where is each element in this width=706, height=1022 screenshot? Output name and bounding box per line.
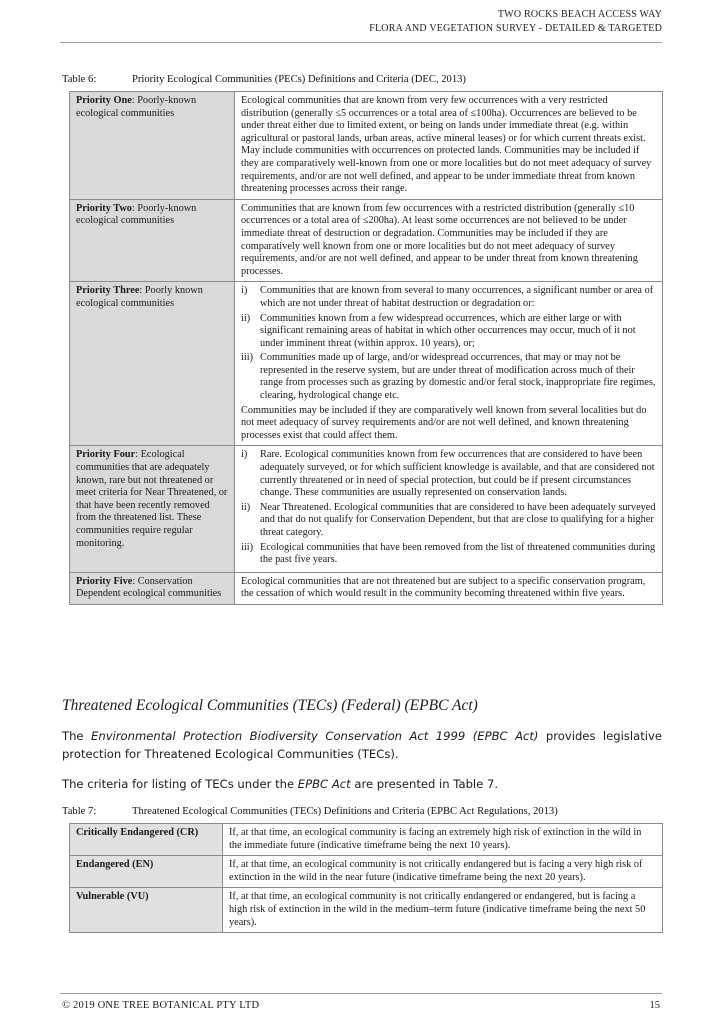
pec-definitions-table [69, 91, 663, 605]
table-6-title: Priority Ecological Communities (PECs) Definitions and Criteria (DEC, 2013) [132, 74, 466, 85]
tec-definition-cell: If, at that time, an ecological community is facing an extremely high risk of extinction in the wild in the immediate future (indicative timeframe being the next 10 years). [223, 824, 663, 856]
pec-definition-cell: Ecological communities that are not threatened but are subject to a specific conservation program, the cessation of which would result in the community becoming threatened within five years. [235, 572, 663, 604]
list-item: ii) Communities known from a few widespread occurrences, which are either large or with significant remaining areas of habitat in which other occurrences may occur, much of it not under imminent threat (within approx. 10 years), or; [241, 312, 636, 349]
pec-term: Priority Two [76, 202, 132, 214]
paragraph-criteria-ref: The criteria for listing of TECs under the EPBC Act are presented in Table 7. [62, 777, 499, 791]
tec-definitions-table [69, 823, 663, 933]
pec-term-cell [70, 92, 235, 200]
header-rule [60, 42, 662, 43]
pec-term-cell [70, 572, 235, 604]
pec-term-desc: : Ecological communities that are adequately known, rare but not threatened or meet criteria for Near Threatened, or that have been recently removed from the threatened list. These communities require regular monitoring. [76, 449, 228, 549]
list-item: iii) Ecological communities that have been removed from the list of threatened communities during the past five years. [241, 541, 656, 566]
pec-definition-cell [235, 282, 663, 446]
pec-term-cell [70, 282, 235, 446]
act-name: Environmental Protection Biodiversity Conservation Act 1999 (EPBC Act) [91, 729, 539, 743]
pec-definition-cell [235, 446, 663, 572]
table-7-caption [62, 806, 558, 817]
tec-category-cell: Vulnerable (VU) [70, 888, 223, 933]
table-row [70, 92, 663, 200]
table-7-number: Table 7: [62, 806, 97, 817]
pec-term: Priority Four [76, 449, 136, 461]
table-row [70, 856, 663, 888]
pec-term-desc: : Poorly known ecological communities [76, 285, 203, 309]
list-item: i) Communities that are known from several to many occurrences, a significant number or area of which are not under threat of habitat destruction or degradation or: [241, 285, 654, 309]
table-row [70, 888, 663, 933]
tec-category-cell: Critically Endangered (CR) [70, 824, 223, 856]
list-item: iii) Communities made up of large, and/or widespread occurrences, that may or may not be represented in the reserve system, but are under threat of modification across much of their range from processes such as grazing by domestic and/or feral stock, inappropriate fire regimes, clearing, hydrological change etc. [241, 352, 656, 402]
table-row [70, 199, 663, 282]
list-item: i) Rare. Ecological communities known from few occurrences that are considered to have been adequately surveyed, or for which sufficient knowledge is available, and that are considered not currently threatened or in need of special protection, but could be if present circumstances change. These communities are usually represented on conservation lands. [241, 449, 655, 499]
table-7-title: Threatened Ecological Communities (TECs) Definitions and Criteria (EPBC Act Regulations, 2013) [132, 806, 558, 817]
table-row [70, 446, 663, 572]
pec-term-desc: : Poorly-known ecological communities [76, 202, 197, 227]
pec-term-cell [70, 446, 235, 572]
header-line-1: TWO ROCKS BEACH ACCESS WAY [497, 9, 662, 20]
header-line-2: FLORA AND VEGETATION SURVEY - DETAILED & TARGETED [369, 23, 662, 34]
table-6-caption [62, 74, 466, 85]
section-heading: Threatened Ecological Communities (TECs) (Federal) (EPBC Act) [62, 697, 478, 714]
criteria-list [241, 285, 656, 402]
pec-term-desc: : Conservation Dependent ecological communities [76, 575, 222, 600]
pec-term: Priority Three [76, 285, 140, 297]
tec-definition-cell: If, at that time, an ecological community is not critically endangered but is facing a very high risk of extinction in the wild in the near future (indicative timeframe being the next 20 years). [223, 856, 663, 888]
tec-definition-cell: If, at that time, an ecological community is not critically endangered or endangered, but is facing a high risk of extinction in the wild in the medium–term future (indicative timeframe being the next 50 years). [223, 888, 663, 933]
pec-term-desc: : Poorly-known ecological communities [76, 95, 197, 119]
running-header [369, 8, 662, 36]
criteria-list [241, 449, 656, 566]
footer-rule [60, 993, 662, 994]
pec-term: Priority Five [76, 575, 133, 587]
pec-term-cell [70, 199, 235, 282]
table-6-number: Table 6: [62, 74, 97, 85]
list-item: ii) Near Threatened. Ecological communities that are considered to have been adequately surveyed and that do not qualify for Conservation Dependent, but that are close to qualifying for a higher threat category. [241, 501, 656, 538]
act-abbrev: EPBC Act [297, 777, 351, 791]
table-row [70, 824, 663, 856]
table-row [70, 282, 663, 446]
pec-term: Priority One [76, 95, 132, 106]
page-number: 15 [649, 1000, 660, 1011]
table-row [70, 572, 663, 604]
paragraph-epbc-intro: The Environmental Protection Biodiversity Conservation Act 1999 (EPBC Act) provides legislative protection for Threatened Ecological Communities (TECs). [62, 729, 662, 761]
pec-definition-tail: Communities may be included if they are comparatively well known from several localities but do not meet adequacy of survey requirements and/or are not well defined, and known threatening processes exist that could affect them. [241, 404, 647, 441]
tec-category-cell: Endangered (EN) [70, 856, 223, 888]
footer-copyright: © 2019 ONE TREE BOTANICAL PTY LTD [62, 1000, 260, 1011]
pec-definition-cell: Ecological communities that are known from very few occurrences with a very restricted distribution (generally ≤5 occurrences or a total area of ≤100ha). Occurrences are believed to be under threat either due to limited extent, or being on lands under immediate threat (e.g. within agricultural or pastoral lands, urban areas, active mineral leases) or for which current threats exist. May include communities with occurrences on protected lands. Communities may be included if they are comparatively well-known from one or more localities but do not meet adequacy of survey requirements, and/or are not well defined, and appear to be under immediate threat from known threatening processes across their range. [235, 92, 663, 200]
pec-definition-cell: Communities that are known from few occurrences with a restricted distribution (generally ≤10 occurrences or a total area of ≤200ha). At least some occurrences are not believed to be under immediate threat of destruction or degradation. Communities may be included if they are comparatively well known from one or more localities but do not meet adequacy of survey requirements, and/or are not well defined, and appear to be under threat from known threatening processes. [235, 199, 663, 282]
